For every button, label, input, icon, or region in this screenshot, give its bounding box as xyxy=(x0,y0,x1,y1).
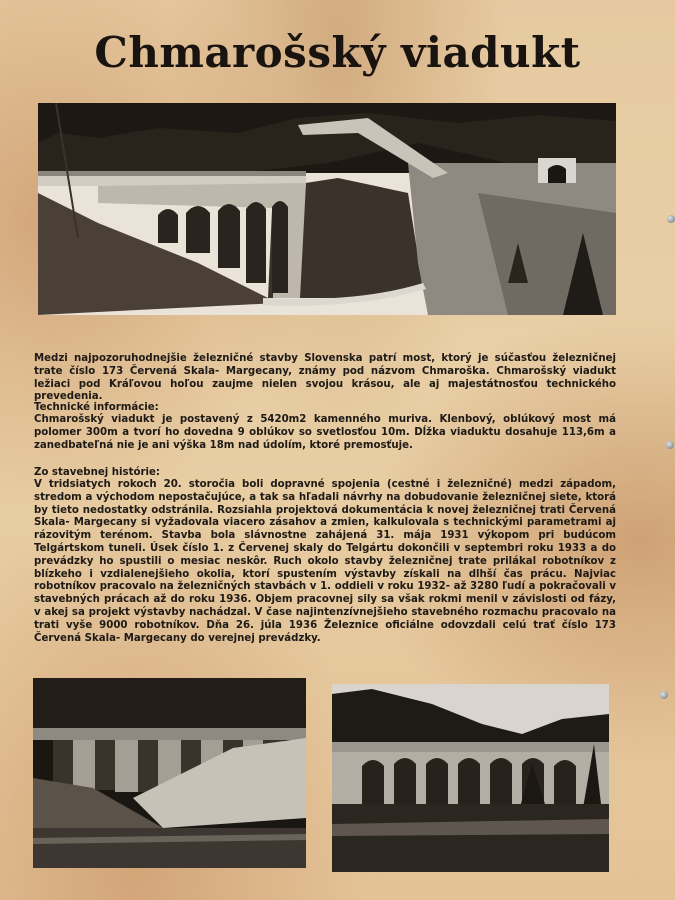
mounting-screw xyxy=(666,441,674,449)
mounting-screw xyxy=(660,691,668,699)
viaduct-photo-top xyxy=(38,103,616,315)
viaduct-photo-bottom xyxy=(332,684,609,872)
intro-paragraph: Medzi najpozoruhodnejšie železničné stavby Slovenska patrí most, ktorý je súčasťou železničnej trate číslo 173 Červená Skala- Margecany, známy pod názvom Chmaroška. Chmarošský viadukt ležiaci pod Kráľovou hoľou zaujme nielen svojou krásou, ale aj majestátnosťou technického prevedenia. xyxy=(34,353,616,403)
board-title: Chmarošský viadukt xyxy=(94,28,581,77)
history-heading: Zo stavebnej histórie: xyxy=(34,467,160,478)
construction-photo xyxy=(33,678,306,868)
technical-paragraph: Chmarošský viadukt je postavený z 5420m2 kamenného muriva. Klenbový, oblúkový most má polomer 300m a tvorí ho dovedna 9 oblúkov so svetlosťou 10m. Dĺžka viaduktu dosahuje 113,6m a zanedbateľná nie je ani výška 18m nad údolím, ktoré premosťuje. xyxy=(34,414,616,451)
history-paragraph: V tridsiatych rokoch 20. storočia boli dopravné spojenia (cestné i železničné) medzi západom, stredom a východom nepostačujúce, a tak sa hľadali návrhy na dobudovanie železničnej siete, ktorá by tieto nedostatky odstránila. Rozsiahla projektová dokumentácia k novej železničnej trati Červená Skala- Margecany si vyžadovala viacero zásahov a zmien, kalkulovala s technickými parametrami aj rázovitým terénom. Stavba bola slávnostne zahájená 31. mája 1931 výkopom pri budúcom Telgártskom tuneli. Úsek číslo 1. z Červenej skaly do Telgártu dokončili v septembri roku 1933 a do prevádzky ho spustili o mesiac neskôr. Ruch okolo stavby železničnej trate prilákal robotníkov z blízkeho i vzdialenejšieho okolia, ktorí spustením výstavby získali na dlhší čas prácu. Najviac robotníkov pracovalo na železničných stavbách v 1. oddieli v roku 1932- až 3280 ľudí a pokračovali v stavebných prácach až do roku 1936. Objem pracovnej sily sa však rokmi menil v závislosti od fázy, v akej sa projekt výstavby nachádzal. V čase najintenzívnejšieho stavebného rozmachu pracovalo na trati vyše 9000 robotníkov. Dňa 26. júla 1936 Železnice oficiálne odovzdali celú trať číslo 173 Červená Skala- Margecany do verejnej prevádzky. xyxy=(34,479,616,644)
technical-heading: Technické informácie: xyxy=(34,402,159,413)
mounting-screw xyxy=(667,215,675,223)
